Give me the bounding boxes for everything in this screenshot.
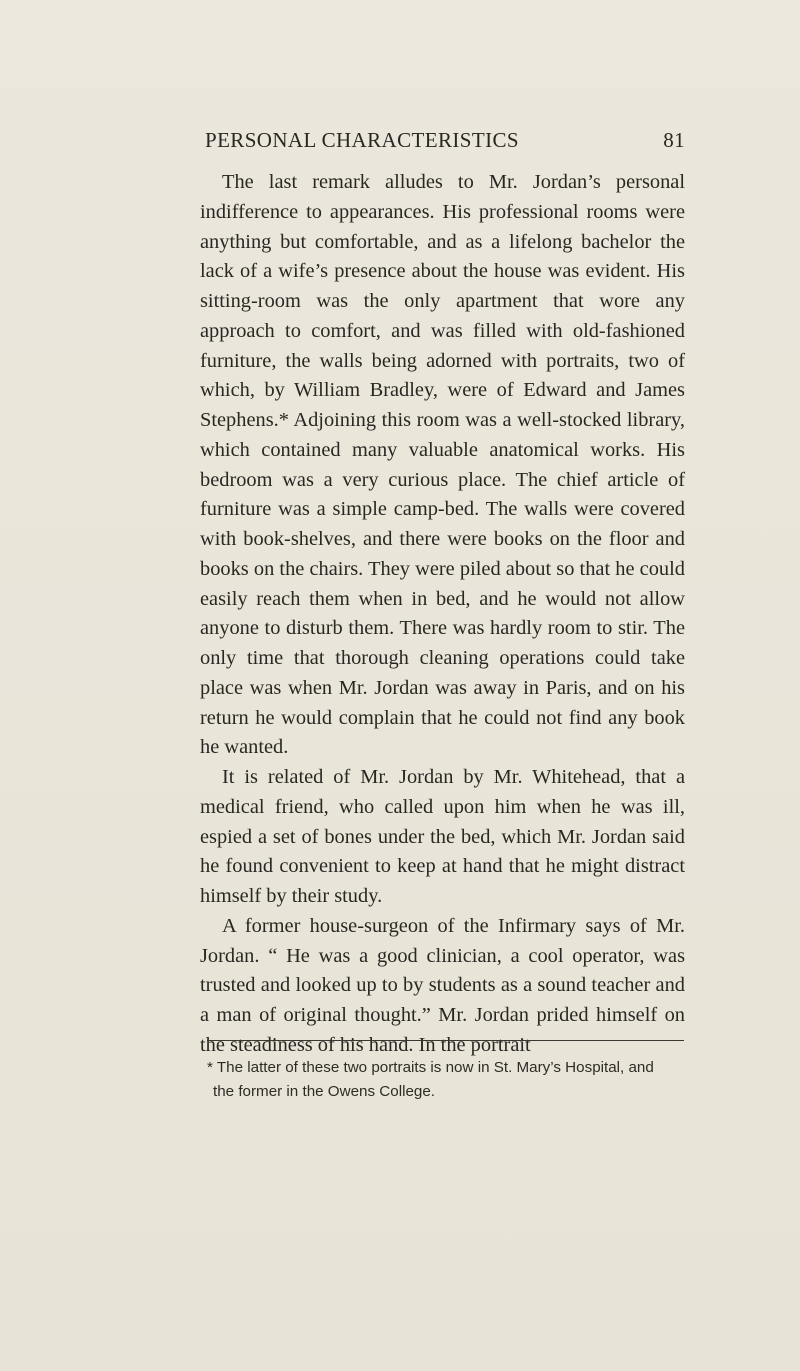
page-number: 81 bbox=[663, 128, 685, 152]
footnote bbox=[207, 1056, 687, 1104]
paragraph: It is related of Mr. Jordan by Mr. Whitehead, that a medical friend, who called upon him when he was ill, espied a set of bones under the bed, which Mr. Jordan said he found convenient to keep at hand that he might distract himself by their study. bbox=[200, 766, 685, 907]
body-text bbox=[200, 168, 685, 1061]
footnote-line: * The latter of these two portraits is now in St. Mary’s Hospital, and bbox=[207, 1059, 654, 1076]
running-title: PERSONAL CHARACTERISTICS bbox=[205, 128, 519, 152]
paragraph: A former house-surgeon of the Infirmary says of Mr. Jordan. “ He was a good clinician, a cool operator, was trusted and looked up to by students as a sound teacher and a man of original thought.” Mr. Jordan prided himself on the steadiness of his hand. In the portrait bbox=[200, 914, 685, 1056]
footnote-line: the former in the Owens College. bbox=[213, 1083, 436, 1100]
footnote-divider bbox=[207, 1040, 684, 1041]
paragraph: The last remark alludes to Mr. Jordan’s personal indifference to appearances. His professional rooms were anything but comfortable, and as a lifelong bachelor the lack of a wife’s presence about the house was evident. His sitting-room was the only apartment that wore any approach to comfort, and was filled with old-fashioned furniture, the walls being adorned with portraits, two of which, by William Bradley, were of Edward and James Stephens.* Adjoining this room was a well-stocked library, which contained many valuable anatomical works. His bedroom was a very curious place. The chief article of furniture was a simple camp-bed. The walls were covered with book-shelves, and there were books on the floor and books on the chairs. They were piled about so that he could easily reach them when in bed, and he would not allow anyone to disturb them. There was hardly room to stir. The only time that thorough cleaning operations could take place was when Mr. Jordan was away in Paris, and on his return he would complain that he could not find any book he wanted. bbox=[200, 171, 685, 759]
